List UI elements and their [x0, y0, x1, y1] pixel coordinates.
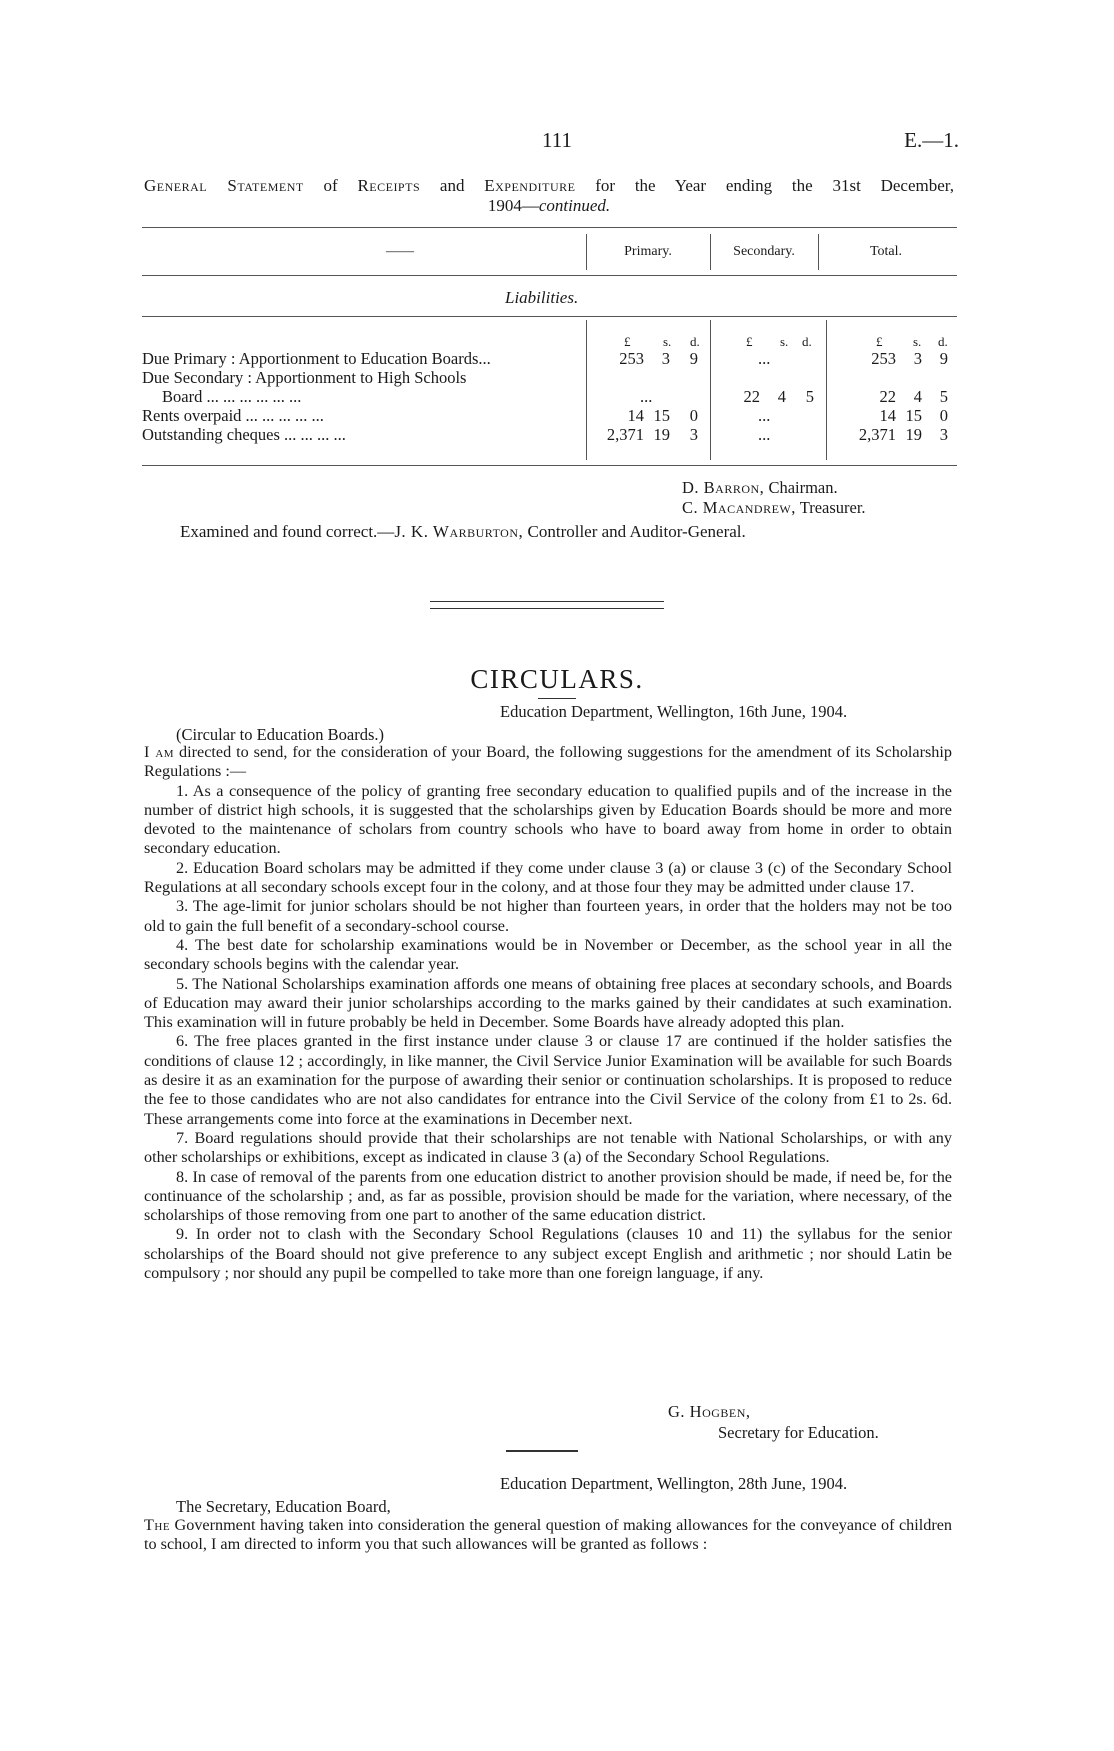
- liabilities-heading: Liabilities.: [505, 288, 579, 307]
- section-separator: [430, 601, 664, 609]
- title-rest: for the Year ending the 31st December,: [575, 176, 954, 195]
- circular1-item-3: 3. The age-limit for junior scholars should be not higher than fourteen years, in order that the holders may not be too old to gain the full benefit of a secondary-school course.: [144, 897, 952, 935]
- row-label-cheques: Outstanding cheques ... ... ... ...: [142, 425, 346, 444]
- title-year: 1904—: [487, 196, 539, 215]
- signature-treasurer: C. Macandrew, Treasurer.: [682, 498, 866, 517]
- unit-shilling: s.: [913, 334, 922, 349]
- row1-secondary-pence: 5: [805, 387, 814, 406]
- row3-total-shillings: 19: [905, 425, 922, 444]
- circular1-item-1: 1. As a consequence of the policy of granting free secondary education to qualified pupils and of the increase in the number of district high schools, it is suggested that the scholarships given by Education Boards should be more and more devoted to the maintenance of scholars from country schools who have to board away from home in order to obtain secondary education.: [144, 781, 952, 858]
- circular1-item-2: 2. Education Board scholars may be admitted if they come under clause 3 (a) or clause 3 (c) of the Secondary School Regulations at all secondary schools except four in the colony, and at those four they may be admitted under clause 17.: [144, 858, 952, 897]
- row3-secondary: ...: [758, 425, 771, 444]
- row-label-due-secondary: Due Secondary : Apportionment to High Schools: [142, 368, 467, 387]
- circular-separator: [506, 1450, 578, 1452]
- signature-chairman: D. Barron, Chairman.: [682, 478, 838, 497]
- row1-secondary-pounds: 22: [743, 387, 760, 406]
- row3-primary-pounds: 2,371: [606, 425, 644, 444]
- row0-primary-pence: 9: [689, 349, 698, 368]
- unit-pound: £: [624, 334, 631, 349]
- title-part2: Receipts: [357, 176, 421, 195]
- table-header-rule: [142, 275, 957, 276]
- circular1-item-4: 4. The best date for scholarship examinations would be in November or December, as the school year in all the secondary schools begins with the calendar year.: [144, 935, 952, 974]
- circular2-dateline: Education Department, Wellington, 28th June, 1904.: [500, 1474, 848, 1493]
- row3-primary-pence: 3: [689, 425, 698, 444]
- title-underline: [538, 698, 576, 699]
- circular1-item-5: 5. The National Scholarships examination affords one means of obtaining free places at secondary schools, and Boards of Education may award their junior scholarships according to the marks gained by their candidates at such examination. This examination will in future probably be held in December. Some Boards have already adopted this plan.: [144, 974, 952, 1032]
- row1-total-pounds: 22: [879, 387, 896, 406]
- row2-secondary: ...: [758, 406, 771, 425]
- row0-total-pence: 9: [939, 349, 948, 368]
- row1-primary: ...: [640, 387, 653, 406]
- row0-total-shillings: 3: [913, 349, 922, 368]
- unit-pence: d.: [802, 334, 812, 349]
- row0-primary-shillings: 3: [661, 349, 670, 368]
- circular1-item-8: 8. In case of removal of the parents from one education district to another provision should be made, if need be, for the continuance of the scholarship ; and, as far as possible, provision should be made for the variation, where necessary, of the scholarships of those removing from one part to another of the same education district.: [144, 1167, 952, 1225]
- signatures: [682, 478, 866, 518]
- row2-primary-pounds: 14: [627, 406, 644, 425]
- circular2-intro: The Government having taken into consideration the general question of making allowances for the conveyance of children to school, I am directed to inform you that such allowances will be granted as follows :: [144, 1516, 952, 1554]
- col-header-total: Total.: [869, 244, 903, 259]
- table-section-rule: [142, 316, 957, 317]
- row2-total-pence: 0: [939, 406, 948, 425]
- row0-primary-pounds: 253: [619, 349, 644, 368]
- unit-shilling: s.: [780, 334, 789, 349]
- row-label-due-secondary-cont: Board ... ... ... ... ... ...: [162, 387, 302, 406]
- circular1-signer: G. Hogben,: [668, 1402, 751, 1421]
- row-label-due-primary: Due Primary : Apportionment to Education Boards...: [142, 349, 491, 368]
- col-divider-body-3: [826, 320, 827, 460]
- row0-secondary: ...: [758, 349, 771, 368]
- row0-total-pounds: 253: [871, 349, 896, 368]
- title-part3: Expenditure: [484, 176, 576, 195]
- circular2-body: [144, 1516, 952, 1555]
- row1-total-shillings: 4: [913, 387, 922, 406]
- col-divider-body-2: [710, 320, 711, 460]
- row-label-rents: Rents overpaid ... ... ... ... ...: [142, 406, 324, 425]
- row3-primary-shillings: 19: [653, 425, 670, 444]
- row2-primary-pence: 0: [689, 406, 698, 425]
- circular1-dateline: Education Department, Wellington, 16th June, 1904.: [500, 702, 848, 721]
- circular1-intro: I am directed to send, for the consideration of your Board, the following suggestions for the amendment of its Scholarship Regulations :—: [144, 743, 952, 781]
- col-header-primary: Primary.: [624, 244, 672, 259]
- circular1-item-6: 6. The free places granted in the first instance under clause 3 or clause 17 are continued if the holder satisfies the conditions of clause 12 ; accordingly, in like manner, the Civil Service Junior Examination will be available for such Boards as desire it as an examination for the purpose of awarding their senior or continuation scholarships. It is proposed to reduce the fee to those candidates who are not also candidates for entrance into the Civil Service of the colony from £1 to 2s. 6d. These arrangements come into force at the examinations in December next.: [144, 1032, 952, 1128]
- row2-total-shillings: 15: [905, 406, 922, 425]
- circular1-item-9: 9. In order not to clash with the Secondary School Regulations (clauses 10 and 11) the syllabus for the senior scholarships of the Board should not give preference to any subject except English and arithmetic ; nor should Latin be compulsory ; nor should any pupil be compelled to take more than one foreign language, if any.: [144, 1225, 952, 1283]
- row1-secondary-shillings: 4: [777, 387, 786, 406]
- document-code: E.—1.: [904, 128, 959, 152]
- unit-pence: d.: [690, 334, 700, 349]
- page-number: 111: [542, 128, 572, 152]
- circular1-body: [144, 743, 952, 1283]
- row3-total-pounds: 2,371: [858, 425, 896, 444]
- circular1-signer-role: Secretary for Education.: [718, 1423, 879, 1442]
- row3-total-pence: 3: [939, 425, 948, 444]
- col-header-blank: ——: [386, 244, 414, 259]
- audit-note: Examined and found correct.—J. K. Warburton, Controller and Auditor-General.: [180, 522, 746, 541]
- title-and: and: [420, 176, 485, 195]
- circulars-title: CIRCULARS.: [470, 664, 644, 694]
- unit-pound: £: [746, 334, 753, 349]
- title-continued: continued.: [538, 196, 611, 215]
- title-part1: General Statement: [144, 176, 304, 195]
- unit-pound: £: [876, 334, 883, 349]
- circular2-addressee: The Secretary, Education Board,: [176, 1497, 391, 1516]
- col-header-secondary: Secondary.: [733, 244, 795, 259]
- col-divider-body-1: [586, 320, 587, 460]
- unit-shilling: s.: [663, 334, 672, 349]
- table-top-rule: [142, 227, 957, 228]
- title-of: of: [303, 176, 358, 195]
- circular1-addressee: (Circular to Education Boards.): [176, 725, 385, 744]
- row2-total-pounds: 14: [879, 406, 896, 425]
- row2-primary-shillings: 15: [653, 406, 670, 425]
- unit-pence: d.: [938, 334, 948, 349]
- circular1-item-7: 7. Board regulations should provide that their scholarships are not tenable with National Scholarships, or with any other scholarships or exhibitions, except as indicated in clause 3 (a) of the Secondary School Regulations.: [144, 1128, 952, 1167]
- row1-total-pence: 5: [939, 387, 948, 406]
- table-bottom-rule: [142, 465, 957, 466]
- statement-title: [144, 176, 954, 216]
